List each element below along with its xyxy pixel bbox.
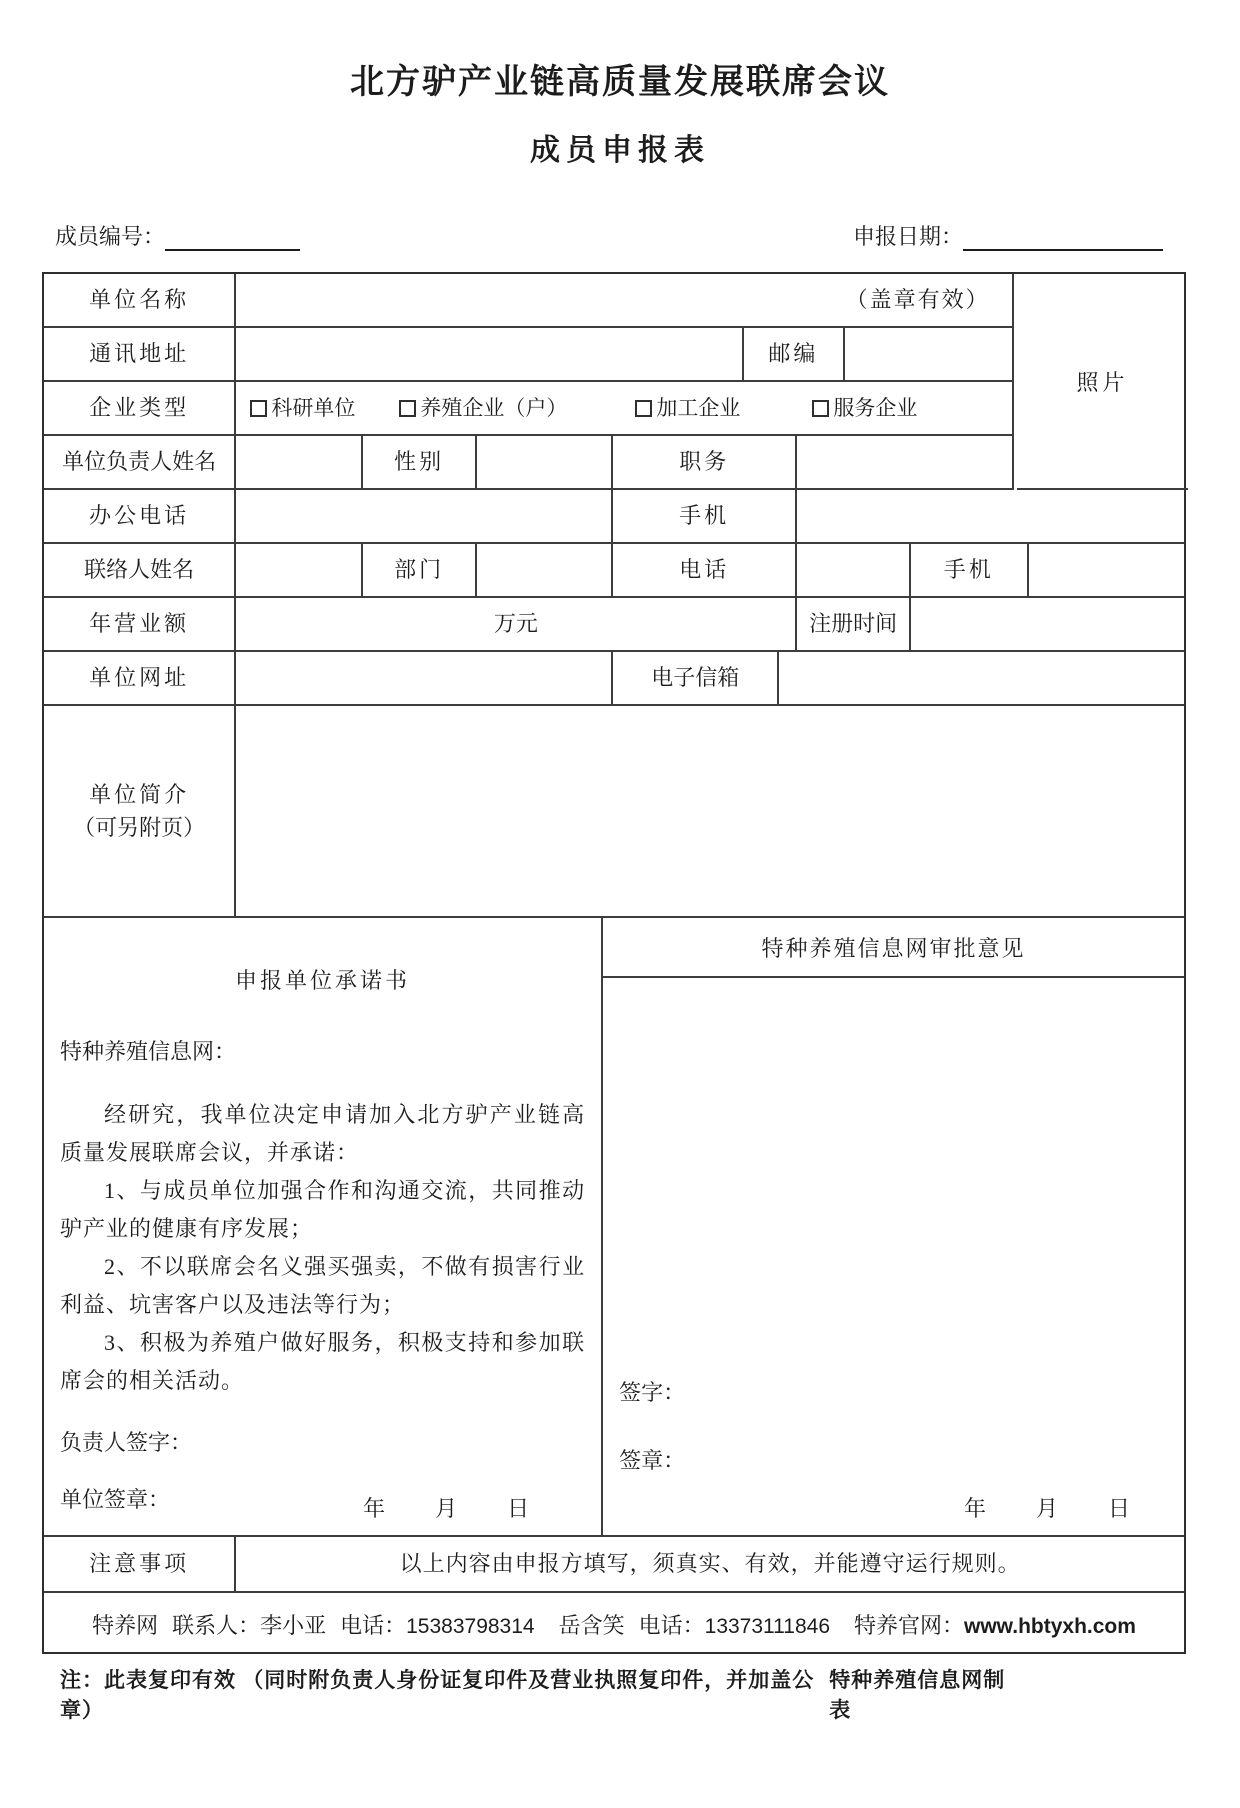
unit-seal-label: 单位签章： <box>60 1487 171 1512</box>
unit-name-input[interactable] <box>236 274 1013 328</box>
mobile-label: 手机 <box>613 490 797 544</box>
site-label: 特养官网： <box>854 1613 965 1638</box>
leader-name-label: 单位负责人姓名 <box>44 436 236 490</box>
phone2-group <box>639 1609 830 1640</box>
revenue-unit-label: 万元 <box>493 611 538 637</box>
website-input[interactable] <box>236 652 613 706</box>
contact-mobile-input[interactable] <box>1029 544 1184 598</box>
member-no-label: 成员编号： <box>55 224 166 249</box>
profile-label-line1: 单位简介 <box>89 781 190 807</box>
photo-placeholder[interactable]: 照片 <box>1017 274 1188 490</box>
row-profile <box>44 706 1184 918</box>
leader-signature-label: 负责人签字： <box>60 1430 193 1455</box>
registration-date-label: 注册时间 <box>797 598 911 652</box>
footer-copy-note: 注：此表复印有效 （同时附负责人身份证复印件及营业执照复印件，并加盖公章） <box>60 1668 815 1722</box>
member-no-field[interactable] <box>165 225 300 251</box>
enterprise-type-label: 企业类型 <box>44 382 236 436</box>
row-website <box>44 652 1184 706</box>
site-group <box>854 1609 1136 1640</box>
checkbox-label: 养殖企业（户） <box>420 395 568 420</box>
row-address <box>44 328 1184 382</box>
email-input[interactable] <box>779 652 1184 706</box>
checkbox-label: 服务企业 <box>833 395 918 420</box>
department-label: 部门 <box>363 544 478 598</box>
contact-mobile-label: 手机 <box>911 544 1029 598</box>
registration-date-input[interactable] <box>911 598 1184 652</box>
gender-input[interactable] <box>477 436 613 490</box>
row-contact-info <box>44 1593 1184 1656</box>
profile-label <box>44 706 236 918</box>
contact1-name: 李小亚 <box>260 1613 327 1638</box>
checkbox-label: 加工企业 <box>656 395 741 420</box>
postcode-input[interactable] <box>845 328 1013 382</box>
checkbox-processing-enterprise[interactable] <box>635 395 740 421</box>
address-label: 通讯地址 <box>44 328 236 382</box>
row-enterprise-type <box>44 382 1184 436</box>
row-office-phone <box>44 490 1184 544</box>
department-input[interactable] <box>477 544 613 598</box>
checkbox-label: 科研单位 <box>271 395 356 420</box>
contact-phone-input[interactable] <box>797 544 911 598</box>
approval-sign-label: 签字： <box>619 1380 686 1405</box>
approval-seal-label: 签章： <box>619 1448 686 1473</box>
apply-date-group <box>853 220 1163 251</box>
contact1 <box>172 1609 326 1640</box>
phone2-label: 电话： <box>638 1613 705 1638</box>
notice-text: 以上内容由申报方填写，须真实、有效，并能遵守运行规则。 <box>236 1537 1184 1593</box>
profile-label-line2: （可另附页） <box>73 815 206 840</box>
website-label: 单位网址 <box>44 652 236 706</box>
contact2-name: 岳含笑 <box>558 1613 625 1638</box>
checkbox-icon <box>399 400 416 417</box>
position-input[interactable] <box>797 436 1013 490</box>
office-phone-input[interactable] <box>236 490 613 544</box>
site-url[interactable]: www.hbtyxh.com <box>964 1615 1136 1638</box>
office-phone-label: 办公电话 <box>44 490 236 544</box>
footer-note <box>60 1664 1020 1724</box>
row-revenue <box>44 598 1184 652</box>
commitment-title: 申报单位承诺书 <box>235 968 411 993</box>
application-form-page <box>0 54 1240 1808</box>
position-label: 职务 <box>613 436 797 490</box>
gender-label: 性别 <box>363 436 478 490</box>
checkbox-service-enterprise[interactable] <box>812 395 917 421</box>
email-label: 电子信箱 <box>613 652 779 706</box>
checkbox-research-unit[interactable] <box>250 395 355 421</box>
checkbox-icon <box>250 400 267 417</box>
commitment-item-2: 2、不以联席会名义强买强卖，不做有损害行业利益、坑害客户以及违法等行为； <box>60 1254 586 1317</box>
contact-name-label: 联络人姓名 <box>44 544 236 598</box>
address-input[interactable] <box>236 328 743 382</box>
row-leader <box>44 436 1184 490</box>
commitment-item-1: 1、与成员单位加强合作和沟通交流，共同推动驴产业的健康有序发展； <box>60 1178 586 1241</box>
approval-date-placeholder: 年 月 日 <box>963 1496 1132 1521</box>
enterprise-type-options <box>236 382 1013 436</box>
commitment-body <box>60 1096 585 1400</box>
unit-name-label: 单位名称 <box>44 274 236 328</box>
checkbox-breeding-enterprise[interactable] <box>399 395 567 421</box>
row-notice <box>44 1537 1184 1593</box>
row-unit-name <box>44 274 1184 328</box>
leader-name-input[interactable] <box>236 436 363 490</box>
contact-org: 特养网 <box>92 1613 159 1638</box>
commitment-salutation: 特种养殖信息网： <box>60 1039 237 1064</box>
apply-date-field[interactable] <box>963 225 1163 251</box>
postcode-label: 邮编 <box>744 328 846 382</box>
contact-phone-label: 电话 <box>613 544 797 598</box>
contact-name-input[interactable] <box>236 544 363 598</box>
revenue-label: 年营业额 <box>44 598 236 652</box>
apply-date-label: 申报日期： <box>852 224 963 249</box>
contact1-label: 联系人： <box>172 1613 261 1638</box>
checkbox-icon <box>812 400 829 417</box>
phone1-label: 电话： <box>340 1613 407 1638</box>
notice-label: 注意事项 <box>44 1537 236 1593</box>
commitment-item-3: 3、积极为养殖户做好服务，积极支持和参加联席会的相关活动。 <box>60 1330 586 1393</box>
phone1-group <box>340 1609 535 1640</box>
commitment-intro: 经研究，我单位决定申请加入北方驴产业链高质量发展联席会议，并承诺： <box>60 1102 586 1165</box>
footer-maker: 特种养殖信息网制表 <box>829 1668 1006 1722</box>
mobile-input[interactable] <box>797 490 1184 544</box>
phone1-number: 15383798314 <box>406 1615 535 1638</box>
row-contact-person <box>44 544 1184 598</box>
revenue-input[interactable] <box>236 598 797 652</box>
profile-input[interactable] <box>236 706 1184 918</box>
commitment-section <box>44 918 603 1537</box>
meta-row <box>55 220 1163 251</box>
page-title: 北方驴产业链高质量发展联席会议 <box>350 64 890 101</box>
approval-title: 特种养殖信息网审批意见 <box>603 918 1184 978</box>
member-no-group <box>55 220 300 251</box>
phone2-number: 13373111846 <box>704 1615 830 1638</box>
commitment-date-placeholder: 年 月 日 <box>363 1496 532 1521</box>
page-subtitle: 成员申报表 <box>530 134 710 167</box>
application-form-table <box>42 272 1186 1654</box>
approval-section <box>603 918 1184 1537</box>
checkbox-icon <box>635 400 652 417</box>
row-commitment-approval <box>44 918 1184 1537</box>
seal-valid-note: （盖章有效） <box>845 287 990 313</box>
